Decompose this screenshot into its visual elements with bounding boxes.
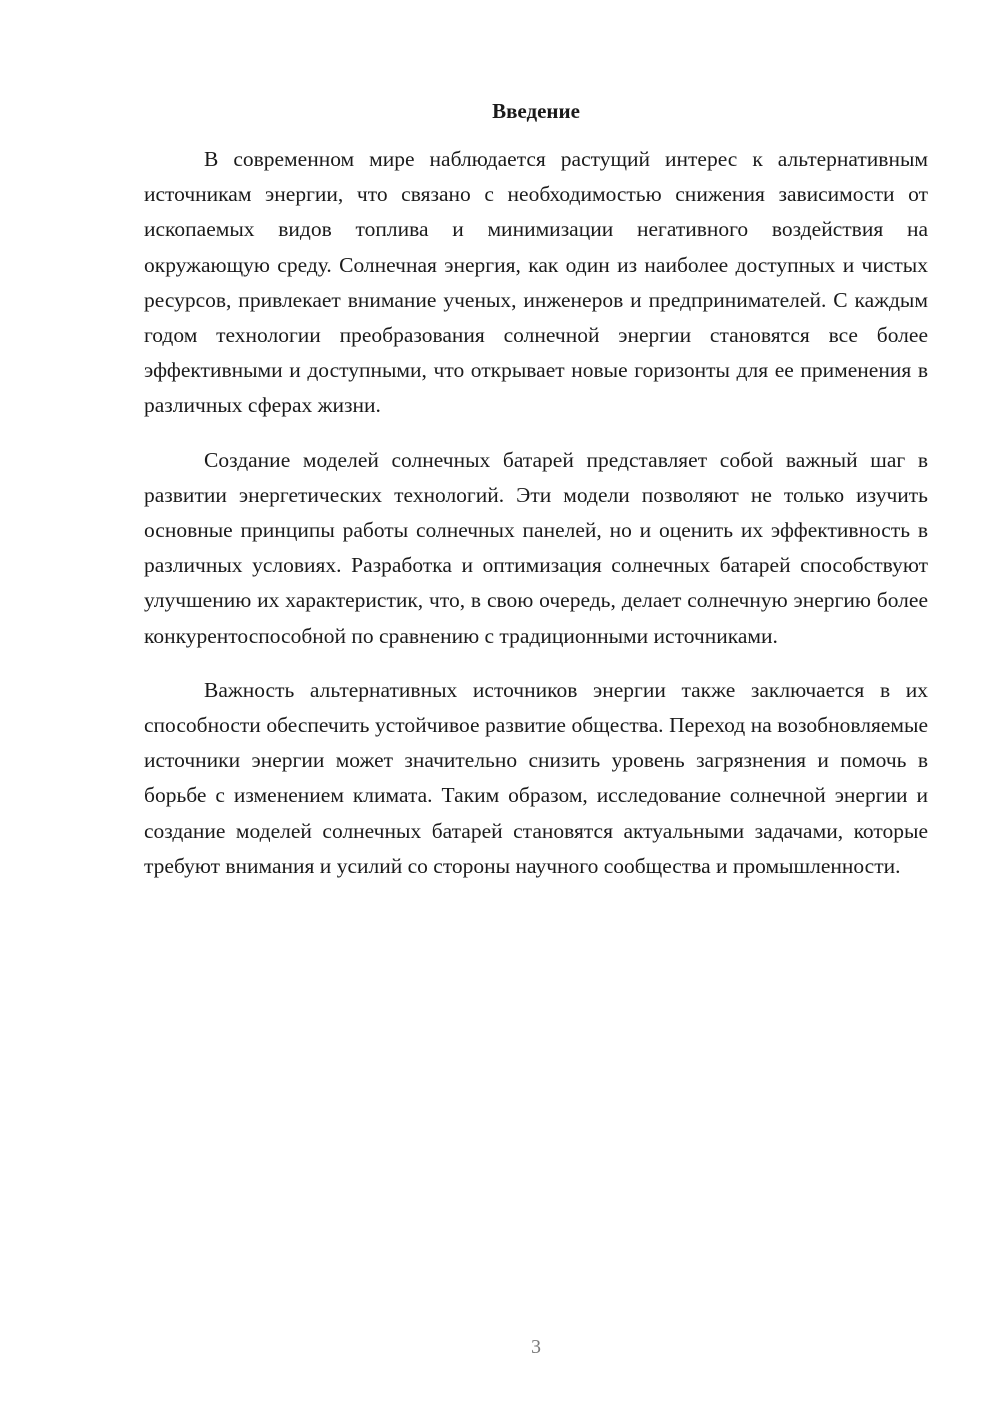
paragraph-2: Создание моделей солнечных батарей представляет собой важный шаг в развитии энергетических технологий. Эти модели позволяют не только изучить основные принципы работы солнечных панелей, но и оценить их эффективность в различных условиях. Разработка и оптимизация солнечных батарей способствуют улучшению их характеристик, что, в свою очередь, делает солнечную энергию более конкурентоспособной по сравнению с традиционными источниками. bbox=[144, 447, 928, 648]
section-heading: Введение bbox=[492, 99, 580, 123]
page-number: 3 bbox=[531, 1336, 541, 1358]
paragraph-1: В современном мире наблюдается растущий интерес к альтернативным источникам энергии, что связано с необходимостью снижения зависимости от ископаемых видов топлива и минимизации негативного воздействия на окружающую среду. Солнечная энергия, как один из наиболее доступных и чистых ресурсов, привлекает внимание ученых, инженеров и предпринимателей. С каждым годом технологии преобразования солнечной энергии становятся все более эффективными и доступными, что открывает новые горизонты для ее применения в различных сферах жизни. bbox=[144, 147, 928, 418]
body-text bbox=[144, 142, 928, 884]
paragraph-3: Важность альтернативных источников энергии также заключается в их способности обеспечить устойчивое развитие общества. Переход на возобновляемые источники энергии может значительно снизить уровень загрязнения и помочь в борьбе с изменением климата. Таким образом, исследование солнечной энергии и создание моделей солнечных батарей становятся актуальными задачами, которые требуют внимания и усилий со стороны научного сообщества и промышленности. bbox=[144, 677, 928, 878]
